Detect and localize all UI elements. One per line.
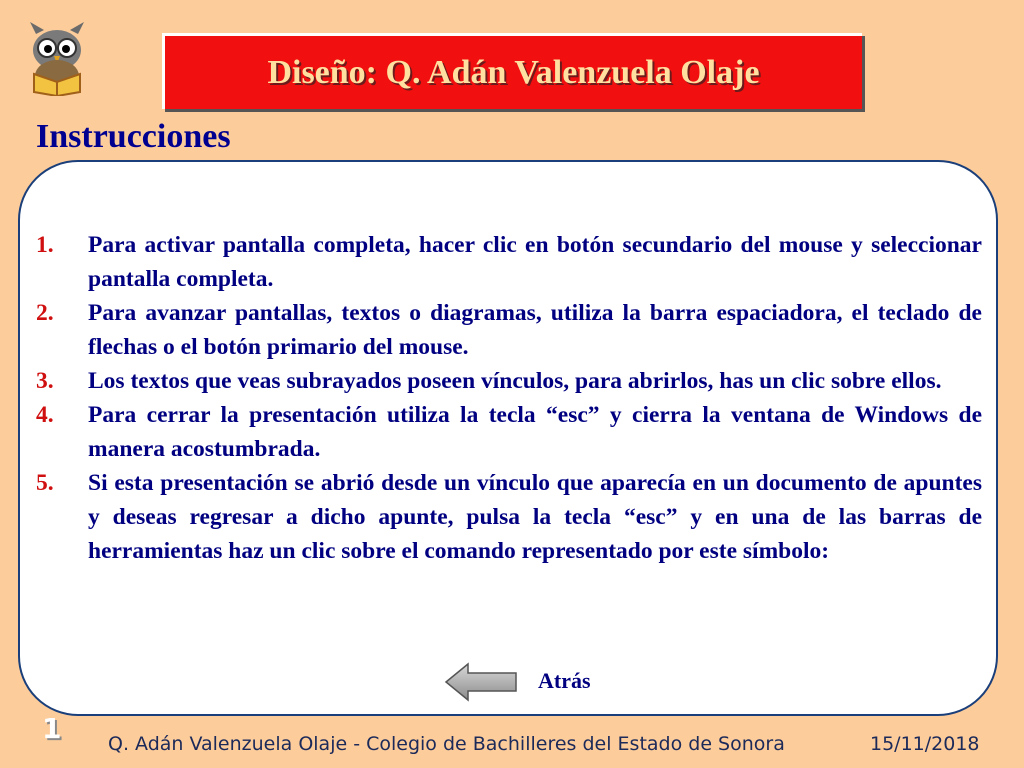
slide-number: 1	[42, 712, 62, 745]
item-number: 4.	[36, 402, 54, 428]
list-item	[36, 228, 982, 296]
list-item	[36, 398, 982, 466]
item-number: 3.	[36, 368, 54, 394]
item-text: Para avanzar pantallas, textos o diagramas, utiliza la barra espaciadora, el teclado de flechas o el botón primario del mouse.	[88, 300, 982, 360]
item-number: 2.	[36, 300, 54, 326]
item-text: Para activar pantalla completa, hacer clic en botón secundario del mouse y seleccionar pantalla completa.	[88, 232, 982, 292]
page-title: Instrucciones	[36, 118, 231, 155]
item-text: Los textos que veas subrayados poseen vínculos, para abrirlos, has un clic sobre ellos.	[88, 368, 942, 394]
list-item	[36, 296, 982, 364]
item-number: 1.	[36, 232, 54, 258]
footer-date: 15/11/2018	[870, 733, 980, 755]
list-item	[36, 364, 982, 398]
footer-text: Q. Adán Valenzuela Olaje - Colegio de Bachilleres del Estado de Sonora	[108, 733, 785, 755]
back-arrow-button[interactable]	[444, 662, 518, 702]
item-number: 5.	[36, 470, 54, 496]
owl-logo-icon	[22, 20, 92, 96]
banner-title: Diseño: Q. Adán Valenzuela Olaje	[267, 53, 760, 91]
back-label[interactable]: Atrás	[538, 668, 591, 693]
title-banner	[162, 33, 862, 109]
item-text: Si esta presentación se abrió desde un vínculo que aparecía en un documento de apuntes y deseas regresar a dicho apunte, pulsa la tecla “esc” y en una de las barras de herramientas haz un clic sobre el comando representado por este símbolo:	[88, 470, 982, 564]
item-text: Para cerrar la presentación utiliza la tecla “esc” y cierra la ventana de Windows de manera acostumbrada.	[88, 402, 982, 462]
list-item	[36, 466, 982, 568]
instructions-list	[36, 228, 982, 568]
